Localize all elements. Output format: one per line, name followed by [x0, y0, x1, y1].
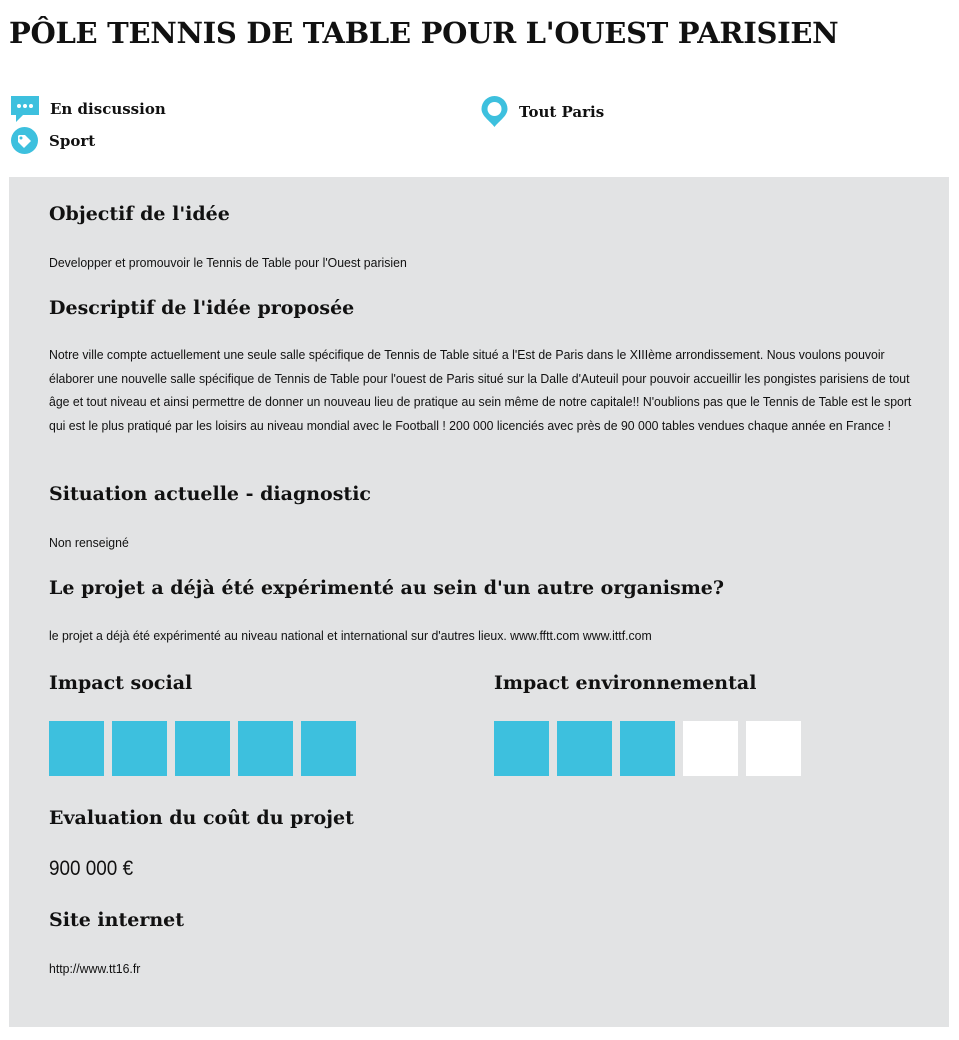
objective-heading: Objectif de l'idée — [49, 203, 230, 225]
diagnostic-text: Non renseigné — [49, 535, 129, 550]
impact-social-heading: Impact social — [49, 672, 193, 694]
website-heading: Site internet — [49, 909, 185, 931]
category-label: Sport — [49, 131, 96, 150]
status-meta — [11, 96, 166, 122]
rating-square — [175, 721, 230, 776]
rating-square — [683, 721, 738, 776]
description-heading: Descriptif de l'idée proposée — [49, 297, 355, 319]
rating-square — [112, 721, 167, 776]
description-text: Notre ville compte actuellement une seule salle spécifique de Tennis de Table situé a l'Est de Paris dans le XIIIème arrondissement. Nous voulons pouvoir élaborer une nouvelle salle spécifique de Tennis de Table pour l'ouest de Paris situé sur la Dalle d'Auteuil pour pouvoir accueillir les pongistes parisiens de tout âge et tout niveau et ainsi permettre de donner un nouveau lieu de pratique au sein même de notre capitale!! N'oublions pas que le Tennis de Table est le sport qui est le plus pratiqué par les loisirs au niveau mondial avec le Football ! 200 000 licenciés avec près de 90 000 tables vendues chaque année en France ! — [49, 347, 912, 433]
website-link[interactable]: http://www.tt16.fr — [49, 961, 141, 976]
location-label: Tout Paris — [519, 102, 605, 121]
impact-env-heading: Impact environnemental — [494, 672, 757, 694]
category-meta[interactable] — [11, 127, 95, 154]
chat-bubble-icon — [11, 96, 39, 122]
idea-details-panel — [9, 177, 949, 1027]
rating-square — [494, 721, 549, 776]
rating-square — [49, 721, 104, 776]
location-meta[interactable] — [481, 96, 604, 127]
rating-square — [746, 721, 801, 776]
impact-env-rating — [494, 721, 809, 776]
impact-social-rating — [49, 721, 364, 776]
cost-value: 900 000 € — [49, 857, 134, 880]
cost-heading: Evaluation du coût du projet — [49, 807, 354, 829]
experimented-heading: Le projet a déjà été expérimenté au sein d'un autre organisme? — [49, 577, 725, 599]
page-title: PÔLE TENNIS DE TABLE POUR L'OUEST PARISIEN — [9, 16, 839, 50]
diagnostic-heading: Situation actuelle - diagnostic — [49, 483, 371, 505]
objective-text: Developper et promouvoir le Tennis de Table pour l'Ouest parisien — [49, 255, 407, 270]
rating-square — [301, 721, 356, 776]
location-pin-icon — [481, 96, 508, 127]
rating-square — [557, 721, 612, 776]
status-label: En discussion — [50, 100, 166, 118]
rating-square — [238, 721, 293, 776]
rating-square — [620, 721, 675, 776]
tag-icon — [11, 127, 38, 154]
experimented-text: le projet a déjà été expérimenté au niveau national et international sur d'autres lieux. www.fftt.com www.ittf.com — [49, 628, 652, 643]
